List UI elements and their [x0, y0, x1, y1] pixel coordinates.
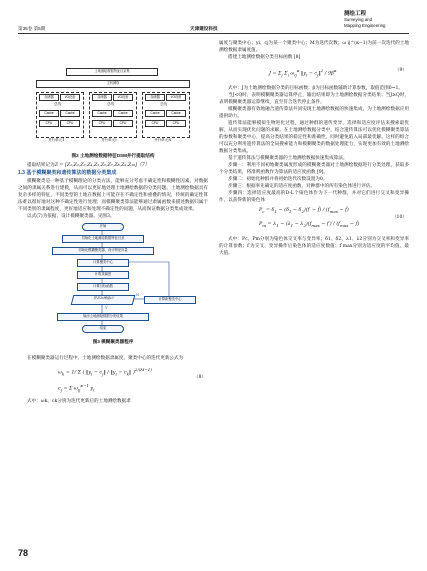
fig2-top-box: 土地测绘数据特征目录集 [66, 68, 158, 76]
formula7-lead: 提取结果记为 [27, 163, 55, 168]
formula-9-number: （9） [394, 68, 407, 73]
journal-title: 天津建设科技 [190, 26, 218, 31]
right-paragraph-3: 式中：J为土地测绘数据分类的目标函数；β为目标函数辅助计算参数，取值范围0~1。 [228, 86, 403, 91]
fig3-arrows [18, 220, 208, 340]
fig2-cache-ia: Cache [92, 110, 112, 117]
fig3-step-init-catalog: 初始化土地测绘数据特征目录 [62, 235, 144, 243]
fig3-step-centers: 计算聚类中心 [77, 259, 129, 267]
figure-2 [18, 56, 208, 152]
fig3-caption: 图3 模糊聚类器程序 [92, 339, 134, 344]
fig2-memory-i: 存储器 [92, 94, 112, 101]
formula-9-body: $J = \Sigma_j$ $\Sigma_i$ $\omega_{ij}^\kappa$ $‖y_i$ − $c_j‖^2 / 9\beta^\kappa$ [269, 68, 337, 78]
right-paragraph-11: 步骤四：选择适应度最高的D-L个染色体作为下一代种群，并对它们进行交叉和变异操作，以获得新的染色体 [219, 191, 409, 203]
fig2-cpu-1a: CPU [39, 120, 59, 127]
fig3-step-new-centers: 计算新聚类中心 [144, 296, 196, 304]
fig3-step-output: 输出土地测绘数据分类结果 [57, 313, 149, 321]
fig2-memory-1: 存储器 [39, 94, 59, 101]
fig2-io-1: I/O设备 [60, 94, 80, 101]
left-column [18, 56, 208, 405]
right-column [219, 40, 409, 257]
fig2-cpu-ia: CPU [92, 120, 112, 127]
fig2-cache-1b: Cache [60, 110, 80, 117]
fig2-io-n: I/O设备 [166, 94, 186, 101]
fig2-cache-ib: Cache [113, 110, 133, 117]
right-paragraph-6: 遗传算法能够模拟生物进化过程，通过种群的遗传变异，选择和适应度评估来搜索最优解，从而实现优化问题的求解。在土地测绘数据分类中，结合遗传算法可以优化模糊聚类算法的参数和聚类中心，提高分类结果的稳定性和准确性，同时避免陷入局部最优解。这样的组合可以充分利用遗传算法的全局搜索能力和模糊聚类的数据处理能力，实现更加有效的土地测绘数据分类集成。 [219, 121, 409, 154]
formula-10-line2: $P_m = \lambda_1 - (\lambda_1 - \lambda_2)(f_{max} - f') / (f_{max}$ − f̄) [259, 222, 360, 228]
right-paragraph-2: 搭建土地测绘数据分类目标函数 [8] [228, 55, 301, 60]
fig2-cpu-nb: CPU [166, 120, 186, 127]
right-paragraph-8: 步骤一：利用不同初始聚类属度形成的模糊聚类器对土地测绘数据进行分类处理，获取多个分类结果，将准则函数作为算法的适应度函数 [9]。 [219, 163, 409, 175]
fig2-bus-i: 总线 [107, 102, 115, 106]
fig2-cache-1a: Cache [39, 110, 59, 117]
fig2-memory-n: 存储器 [145, 94, 165, 101]
right-paragraph-1: 属度与聚类中心；yi、cj为某一个聚类中心；M为迭代次数；ω ij^(κ−1)为前一次迭代的土地测绘数据隶属度值。 [219, 41, 409, 53]
fig3-step-objective: 计算目标函数 [77, 283, 129, 291]
left-paragraph-2: 以式(7)为依据，设计模糊聚类器。见图3。 [27, 214, 115, 219]
issue-label: 第35卷 第5期 [18, 26, 46, 31]
fig2-unit-label-n: 并行单元N [154, 138, 172, 142]
right-paragraph-12: 式中：Pc、Pm分别为染色体交叉率与变异率；δ1、δ2、λ1、λ2分别为交叉率和变异率的计算参数；f′为交叉、变异操作后染色体的适应度数值；f ̄max分别为适应度的平均值、最大值。 [219, 237, 409, 256]
right-paragraph-4: 当J<Q时，表明模糊聚类器运算停止，输出结果即为土地测绘数据分类结果；当J≥Q时，表明模糊聚类器运算继续，直至符合迭代停止条件。 [219, 93, 409, 105]
fig3-step-init-clusterer: 初始化模糊聚类器，设计特征向量 [52, 247, 154, 255]
header-rule [18, 33, 409, 34]
journal-en-line2: Mapping Engineering [344, 23, 386, 28]
left-paragraph-1: 模糊聚类是一种基于模糊理论的分类方法，能够充分考虑不确定性和模糊性因素，对数据之间的隶属关系进行建模，从而可以更好地处理土地测绘数据的分类问题。土地测绘数据具有复杂多样的特征，不同类型的土地在数据上可能存在不确定性和重叠的情况，传统的确定性算法难以很好地对这种不确定性进行处理；而模糊聚类算法能够通过隶属函数来描述数据归属于不同类别的隶属程度，更好地适应和处理不确定性的问题，从而保证数据分类集成效果。 [18, 179, 208, 212]
formula-9 [219, 61, 409, 85]
right-paragraph-9: 步骤二：初始化种群并将初始迭代次数设置为0。 [228, 177, 328, 182]
fig2-caption: 图2 土地测绘数据特征DSM并行提取结构 [71, 153, 155, 158]
formula-8-line2: $c_j = \Sigma$ $\omega_{ij}^{\kappa-1}$ $y_i$ [58, 383, 95, 393]
formula-10-number: （10） [391, 215, 407, 220]
left-paragraph-4: 式中：ωk、ck分别为迭代更新后的土地测绘数据隶 [27, 399, 131, 404]
fig2-unit-label-i: 并行单元i [101, 138, 117, 142]
section-1-3-heading: 1.3 基于模糊聚类和遗传算法的数据分类集成 [18, 170, 117, 176]
page-number: 78 [18, 548, 29, 558]
fig2-cache-na: Cache [145, 110, 165, 117]
figure-3 [18, 220, 208, 355]
formula-8 [18, 362, 208, 398]
journal-cn-name: 测绘工程 [344, 11, 367, 17]
fig3-start: 开始 [82, 223, 124, 231]
formula-8-line1: $\omega_k = 1/$ Σ ( $‖y_i$ − $c_j‖$ / $‖y_i$ − $c_k‖$ )$^{2/(M-1)}$ [58, 367, 152, 377]
fig2-cache-nb: Cache [166, 110, 186, 117]
fig2-io-i: I/O设备 [113, 94, 133, 101]
fig2-cpu-ib: CPU [113, 120, 133, 127]
fig2-unit-label-1: 并行单元1 [48, 138, 65, 142]
fig2-bus-1: 总线 [54, 102, 62, 106]
fig2-cpu-1b: CPU [60, 120, 80, 127]
fig2-network-box: 主机网络 [36, 80, 190, 88]
formula-8-number: （8） [193, 375, 206, 380]
fig3-decision: 是否J<阈值ε? [71, 295, 136, 305]
formula-10-line1: $P_c = \delta_1 - (\delta_1 - \delta_2)(f'$ − f̄) / ($f_{max}$ − f̄) [259, 208, 349, 214]
right-paragraph-10: 步骤三：根据率先确定的适应度函数，对种群中的所有染色体进行评估。 [228, 184, 376, 189]
fig3-step-membership: 计算隶属度 [77, 271, 129, 279]
right-paragraph-5: 模糊聚类器有效地融合遗传算法共同实现土地测绘数据的快速集成，为土地测绘数据应用提供助力。 [219, 107, 409, 119]
fig3-no-label: N [136, 293, 140, 297]
fig2-bus-n: 总线 [160, 102, 168, 106]
journal-en-line1: Surveying and [344, 17, 373, 22]
fig3-yes-label: Y [105, 306, 108, 310]
formula-7: Z = [Z₁,Z₂,Z₃,Z₄,Z₅,Z₆,Z₇,Z₈,Z₉,Z₁₀]（7） [54, 163, 150, 168]
formula-10 [219, 204, 409, 236]
fig2-cpu-na: CPU [145, 120, 165, 127]
right-paragraph-7: 基于遗传算法与模糊聚类器的土地测绘数据快速集成算法。 [228, 156, 348, 161]
left-paragraph-3: 在模糊聚类器运行过程中，土地测绘数据隶属度、聚类中心的迭代更新公式为 [27, 356, 184, 361]
fig3-end: 结束 [82, 325, 124, 333]
